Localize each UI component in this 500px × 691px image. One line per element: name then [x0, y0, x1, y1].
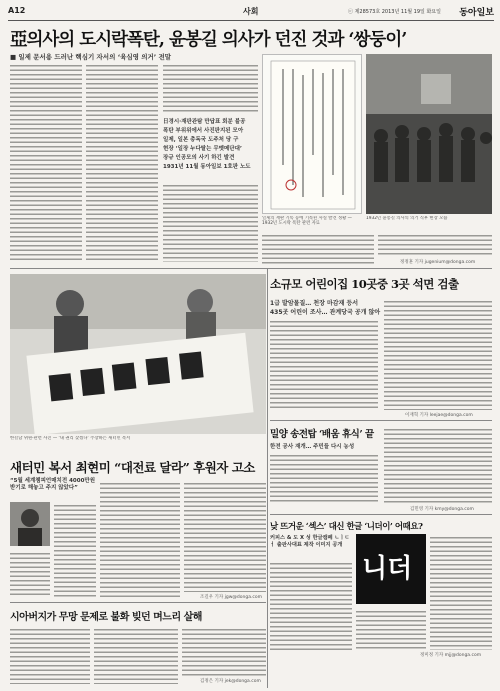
page-number: A12 [8, 6, 26, 15]
story5-deck-text: 커피스 & 도 X 성 한글캠페 ㄴㅣㄷㅓ 출판사대표 제작 이미지 공개 [270, 535, 350, 548]
story2-body-col-2 [384, 298, 492, 410]
column-divider [267, 268, 268, 688]
story5-body-col-2 [356, 608, 426, 650]
story5-body-col-1 [270, 560, 352, 650]
main-headline: 亞의사의 도시락폭탄, 윤봉길 의사가 던진 것과 ‘쌍둥이’ [10, 30, 407, 50]
story3-title: 밀양 송전탑 ‘배움 휴식’ 끝 [270, 429, 374, 440]
main-body-col-5 [378, 232, 492, 256]
story4-byline: 조길우 기자 jgw@donga.com [200, 595, 262, 600]
story5-deck [270, 535, 354, 549]
story6-byline: 김정은 기자 jek@donga.com [200, 679, 261, 684]
main-deck-line: 장규 인공모의 사기 하긴 발견 [163, 155, 235, 161]
boxer-photo [10, 274, 266, 434]
story2-deck-line: 1급 발암물질… 천장 마감재 등서 [270, 300, 359, 307]
divider-line [270, 420, 492, 421]
story4-body-col-3 [184, 480, 266, 592]
main-deck-line: 일제, 일본 총독국 도주처 당 구 [163, 137, 239, 143]
main-deck-line: 현장 ‘일장 누다탈는 무멧메단대’ [163, 146, 242, 152]
story6-title: 시아버지가 무망 문제로 불화 빚던 며느리 살해 [10, 612, 202, 623]
story4-title: 새터민 복서 최현미 “대전료 달라” 후원자 고소 [10, 460, 255, 475]
main-deck-line: ■ 일제 문서용 드러난 핵심기 자서의 ‘육심영 의거’ 전말 [10, 53, 172, 61]
boxer-photo-caption: 한길남 위원·관련 사진 — ‘내 권리 찾겠다’ 주장하는 새터민 복서 [10, 436, 131, 441]
story4-body-col-1 [54, 502, 96, 598]
main-body-col-3 [163, 62, 258, 112]
main-body-col-3b [163, 182, 258, 262]
hangul-logo-image [356, 534, 426, 604]
story3-deck: 한전 공사 재개… 주민들 다시 농성 [270, 444, 355, 450]
story6-body-col-3 [182, 626, 266, 676]
main-deck-line: 폭탄 부위위에서 사진판지된 모아 [163, 128, 244, 134]
crowd-photo [366, 54, 492, 214]
main-body-col-2 [86, 62, 158, 262]
story3-byline: 김민영 기자 kmy@donga.com [410, 507, 474, 512]
hangul-mark: 니더 [362, 554, 413, 584]
main-deck-line: 1931년 11월 동아일보 1호판 노도 [163, 164, 251, 170]
section-name: 사회 [243, 7, 259, 16]
story6-body-col-2 [94, 626, 178, 684]
masthead [8, 3, 494, 21]
story2-byline: 이재혁 기자 leejae@donga.com [405, 413, 473, 418]
document-photo [262, 54, 362, 214]
divider-line [10, 268, 492, 269]
story4-deck-text: “5월 세계챔피언매치전 4000만원 받기로 해놓고 주지 않았다” [10, 478, 96, 491]
boxer-portrait [10, 502, 50, 546]
main-deck-line: 日경시·재판관탐 만답표 회분 불공 [163, 119, 246, 125]
crowd-photo-caption: 1932년 윤봉길 의사의 의거 직후 현장 모습 [366, 216, 448, 221]
story5-body-col-3 [430, 534, 492, 650]
boxer-image [10, 274, 266, 434]
main-subdecks [163, 118, 258, 172]
story4-deck [10, 478, 96, 492]
issue-meta: ⓒ 제28573호 2013년 11월 19일 화요일 [348, 9, 441, 15]
main-byline: 정정훈 기자 jugenium@donga.com [400, 260, 476, 265]
story4-body-col-1b [10, 550, 50, 598]
story2-title: 소규모 어린이집 10곳중 3곳 석면 검출 [270, 277, 459, 291]
document-photo-caption: 일제의 재판 기록 등에 기록된 사실 발견 정황 — 1932년 도시락 폭탄 관련 자료 [262, 216, 352, 227]
boxer-portrait-image [10, 502, 50, 546]
story3-body-col-2 [384, 426, 492, 504]
story5-title: 낮 뜨거운 ‘섹스’ 대신 한글 ‘니더이’ 어때요? [270, 522, 423, 532]
story5-byline: 정미정 기자 mjj@donga.com [420, 653, 482, 658]
newspaper-logo: 동아일보 [459, 8, 494, 18]
story4-body-col-2 [100, 480, 180, 598]
crowd-image [366, 54, 492, 214]
main-deck-1 [10, 52, 172, 61]
story2-deck-line: 435곳 어린이 조사… 관계당국 공개 않아 [270, 309, 381, 316]
story3-body-col-1 [270, 452, 378, 504]
story2-body-col-1 [270, 318, 378, 410]
divider-line [270, 514, 492, 515]
story6-body-col-1 [10, 626, 90, 684]
divider-line [10, 602, 266, 603]
main-body-col-4 [262, 232, 374, 264]
document-image [263, 55, 362, 214]
main-body-col-1 [10, 62, 82, 262]
